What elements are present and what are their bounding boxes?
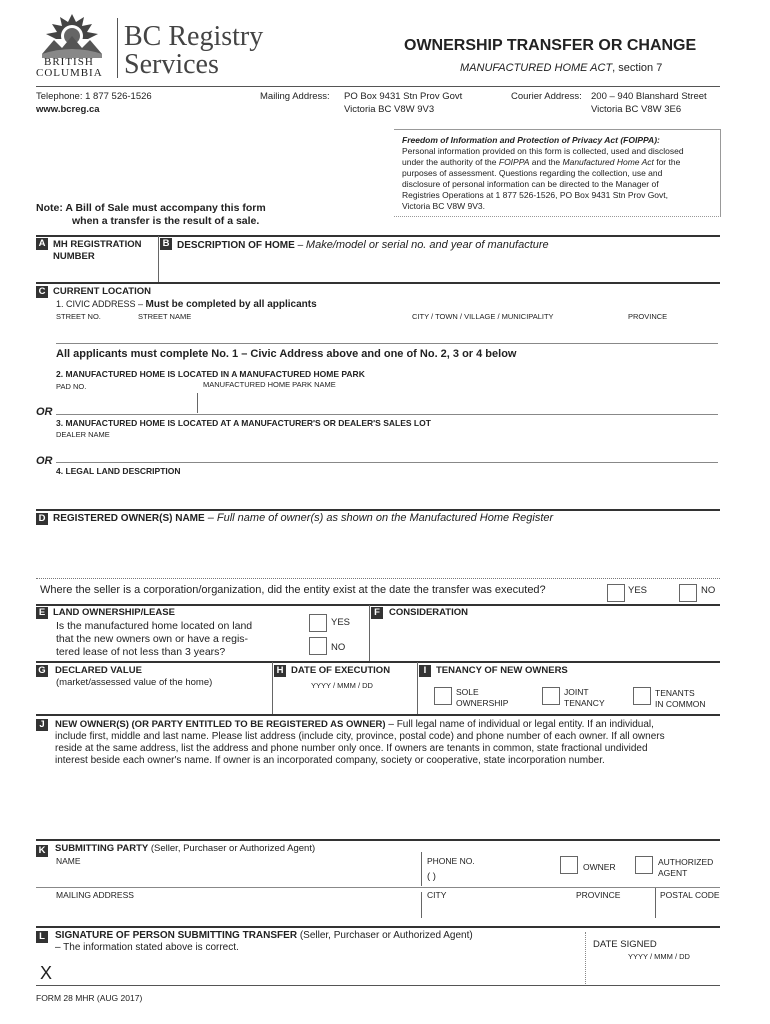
tenants-in-common-checkbox[interactable] bbox=[633, 687, 651, 705]
date-divider bbox=[585, 932, 586, 984]
authorized-agent-checkbox[interactable] bbox=[635, 856, 653, 874]
k-name-divider bbox=[421, 852, 422, 886]
new-owners-line-3: reside at the same address, list the address and phone number only once. If owners are tenants in common, state fractional undivided bbox=[55, 743, 648, 754]
section-letter-c: C bbox=[36, 286, 48, 298]
tic-label-1: TENANTS bbox=[655, 688, 695, 698]
park-name-label: MANUFACTURED HOME PARK NAME bbox=[203, 380, 336, 389]
section-letter-d: D bbox=[36, 513, 48, 525]
submitting-party-label: SUBMITTING PARTY (Seller, Purchaser or Authorized Agent) bbox=[55, 843, 316, 854]
seller-question: Where the seller is a corporation/organization, did the entity exist at the date the transfer was executed? bbox=[40, 584, 546, 596]
signature-x-mark: X bbox=[40, 963, 53, 983]
section-letter-g: G bbox=[36, 665, 48, 677]
foippa-line: purposes of assessment. Questions regarding the collection, use and bbox=[402, 168, 663, 178]
registry-title: BC Registry bbox=[124, 21, 264, 52]
hi-divider bbox=[417, 662, 418, 714]
current-location-label: CURRENT LOCATION bbox=[53, 286, 151, 297]
civic-address-label: 1. CIVIC ADDRESS – Must be completed by all applicants bbox=[56, 299, 317, 310]
section-k-rule bbox=[36, 839, 720, 841]
declared-value-label: DECLARED VALUE bbox=[55, 665, 142, 676]
k-mailing-label: MAILING ADDRESS bbox=[56, 890, 134, 900]
courier-line2: Victoria BC V8W 3E6 bbox=[591, 104, 682, 115]
section-ef-rule bbox=[36, 604, 720, 606]
bc-sun-mountain-icon bbox=[38, 14, 106, 58]
signature-line-2: – The information stated above is correct. bbox=[55, 942, 239, 953]
k-phone-label: PHONE NO. bbox=[427, 856, 475, 866]
agent-label-2: AGENT bbox=[658, 868, 688, 878]
owner-checkbox[interactable] bbox=[560, 856, 578, 874]
k-postal-divider bbox=[655, 888, 656, 918]
section-d-rule bbox=[36, 509, 720, 511]
telephone: Telephone: 1 877 526-1526 bbox=[36, 91, 152, 102]
new-owners-line-2: include first, middle and last name. Please list address (include city, province, postal code) and phone number of each owner. If all owners bbox=[55, 731, 665, 742]
date-signed-format: YYYY / MMM / DD bbox=[628, 952, 690, 961]
joint-tenancy-checkbox[interactable] bbox=[542, 687, 560, 705]
city-label: CITY / TOWN / VILLAGE / MUNICIPALITY bbox=[412, 312, 554, 321]
bc-logo-text-1: BRITISH bbox=[44, 56, 94, 68]
section-letter-l: L bbox=[36, 931, 48, 943]
section-letter-f: F bbox=[371, 607, 383, 619]
owner-label: OWNER bbox=[583, 862, 616, 872]
k-postal-label: POSTAL CODE bbox=[660, 890, 720, 900]
section-letter-e: E bbox=[36, 607, 48, 619]
mailing-label: Mailing Address: bbox=[260, 91, 330, 102]
k-city-divider bbox=[421, 892, 422, 918]
land-question-2: that the new owners own or have a regis- bbox=[56, 633, 249, 645]
park-label: 2. MANUFACTURED HOME IS LOCATED IN A MANUFACTURED HOME PARK bbox=[56, 369, 365, 379]
land-question-3: tered lease of not less than 3 years? bbox=[56, 646, 226, 658]
foippa-line: disclosure of personal information can be directed to the Manager of bbox=[402, 179, 659, 189]
form-title: OWNERSHIP TRANSFER OR CHANGE bbox=[404, 37, 697, 54]
tic-label-2: IN COMMON bbox=[655, 699, 706, 709]
website-link[interactable]: www.bcreg.ca bbox=[36, 104, 100, 115]
section-j-rule bbox=[36, 714, 720, 716]
seller-yes-checkbox[interactable] bbox=[607, 584, 625, 602]
or-label-1: OR bbox=[36, 406, 53, 418]
date-execution-label: DATE OF EXECUTION bbox=[291, 665, 391, 676]
agent-label-1: AUTHORIZED bbox=[658, 857, 714, 867]
section-ghi-rule bbox=[36, 661, 720, 663]
park-field-line[interactable] bbox=[56, 414, 718, 415]
section-l-rule bbox=[36, 926, 720, 928]
consideration-label: CONSIDERATION bbox=[389, 607, 468, 618]
mh-registration-label: MH REGISTRATION bbox=[53, 239, 142, 250]
province-label: PROVINCE bbox=[628, 312, 668, 321]
form-id: FORM 28 MHR (AUG 2017) bbox=[36, 993, 143, 1003]
seller-no-checkbox[interactable] bbox=[679, 584, 697, 602]
location-instruction: All applicants must complete No. 1 – Civic Address above and one of No. 2, 3 or 4 below bbox=[56, 348, 517, 360]
land-yes-checkbox[interactable] bbox=[309, 614, 327, 632]
registered-owner-label: REGISTERED OWNER(S) NAME – Full name of owner(s) as shown on the Manufactured Home Register bbox=[53, 512, 554, 524]
seller-no-label: NO bbox=[701, 585, 716, 596]
form-subtitle: MANUFACTURED HOME ACT, section 7 bbox=[460, 62, 663, 74]
logo-divider bbox=[117, 18, 118, 78]
joint-label-1: JOINT bbox=[564, 687, 589, 697]
seller-yes-label: YES bbox=[628, 585, 648, 596]
new-owners-label: NEW OWNER(S) (OR PARTY ENTITLED TO BE REGISTERED AS OWNER) – Full legal name of individual or legal entity. If an individual, bbox=[55, 719, 654, 730]
section-letter-a: A bbox=[36, 238, 48, 250]
pad-divider bbox=[197, 393, 198, 413]
section-letter-k: K bbox=[36, 845, 48, 857]
header-rule bbox=[36, 86, 720, 87]
gh-divider bbox=[272, 662, 273, 714]
courier-label: Courier Address: bbox=[511, 91, 582, 102]
mh-registration-label-2: NUMBER bbox=[53, 251, 95, 262]
land-yes-label: YES bbox=[331, 617, 351, 628]
declared-value-sub: (market/assessed value of the home) bbox=[56, 677, 213, 688]
k-phone-paren: ( ) bbox=[427, 871, 436, 882]
k-name-field-line[interactable] bbox=[36, 887, 720, 888]
ef-divider bbox=[369, 605, 370, 661]
signature-field-line[interactable] bbox=[36, 985, 720, 986]
sole-label-1: SOLE bbox=[456, 687, 479, 697]
land-ownership-label: LAND OWNERSHIP/LEASE bbox=[53, 607, 175, 618]
ab-divider bbox=[158, 236, 159, 282]
sole-ownership-checkbox[interactable] bbox=[434, 687, 452, 705]
registry-services: Services bbox=[124, 49, 219, 80]
owner-field-line[interactable] bbox=[36, 578, 720, 579]
dealer-lot-label: 3. MANUFACTURED HOME IS LOCATED AT A MANUFACTURER'S OR DEALER'S SALES LOT bbox=[56, 418, 431, 428]
mailing-line2: Victoria BC V8W 9V3 bbox=[344, 104, 435, 115]
street-no-label: STREET NO. bbox=[56, 312, 101, 321]
signature-label: SIGNATURE OF PERSON SUBMITTING TRANSFER (Seller, Purchaser or Authorized Agent) bbox=[55, 930, 473, 941]
bill-of-sale-note-2: when a transfer is the result of a sale. bbox=[72, 215, 260, 227]
land-no-checkbox[interactable] bbox=[309, 637, 327, 655]
foippa-title: Freedom of Information and Protection of Privacy Act (FOIPPA): bbox=[402, 135, 660, 145]
bc-logo-text-2: COLUMBIA bbox=[36, 67, 103, 79]
section-letter-h: H bbox=[274, 665, 286, 677]
date-execution-format: YYYY / MMM / DD bbox=[311, 681, 373, 690]
k-city-label: CITY bbox=[427, 890, 447, 900]
section-letter-b: B bbox=[160, 238, 172, 250]
land-no-label: NO bbox=[331, 642, 346, 653]
street-name-label: STREET NAME bbox=[138, 312, 192, 321]
civic-address-field-line[interactable] bbox=[56, 343, 718, 344]
courier-line1: 200 – 940 Blanshard Street bbox=[591, 91, 707, 102]
bill-of-sale-note: Note: A Bill of Sale must accompany this form bbox=[36, 202, 266, 214]
mailing-line1: PO Box 9431 Stn Prov Govt bbox=[344, 91, 463, 102]
foippa-line: Registries Operations at 1 877 526-1526, PO Box 9431 Stn Prov Govt, bbox=[402, 190, 669, 200]
section-ab-rule bbox=[36, 235, 720, 237]
section-letter-j: J bbox=[36, 719, 48, 731]
k-province-label: PROVINCE bbox=[576, 890, 621, 900]
land-question-1: Is the manufactured home located on land bbox=[56, 620, 253, 632]
new-owners-line-4: interest beside each owner's name. If owner is an incorporated company, society or cooperative, state incorporation number. bbox=[55, 755, 605, 766]
joint-label-2: TENANCY bbox=[564, 698, 605, 708]
description-of-home-label: DESCRIPTION OF HOME – Make/model or serial no. and year of manufacture bbox=[177, 239, 549, 251]
date-signed-label: DATE SIGNED bbox=[593, 939, 657, 950]
section-letter-i: I bbox=[419, 665, 431, 677]
foippa-line: Personal information provided on this form is collected, used and disclosed bbox=[402, 146, 684, 156]
section-c-rule bbox=[36, 282, 720, 284]
sole-label-2: OWNERSHIP bbox=[456, 698, 509, 708]
tenancy-label: TENANCY OF NEW OWNERS bbox=[436, 665, 568, 676]
k-name-label: NAME bbox=[56, 856, 81, 866]
or-label-2: OR bbox=[36, 455, 53, 467]
foippa-line: under the authority of the FOIPPA and the Manufactured Home Act for the bbox=[402, 157, 681, 167]
legal-land-label: 4. LEGAL LAND DESCRIPTION bbox=[56, 466, 181, 476]
dealer-field-line[interactable] bbox=[56, 462, 718, 463]
dealer-name-label: DEALER NAME bbox=[56, 430, 110, 439]
pad-no-label: PAD NO. bbox=[56, 382, 87, 391]
foippa-line: Victoria BC V8W 9V3. bbox=[402, 201, 485, 211]
